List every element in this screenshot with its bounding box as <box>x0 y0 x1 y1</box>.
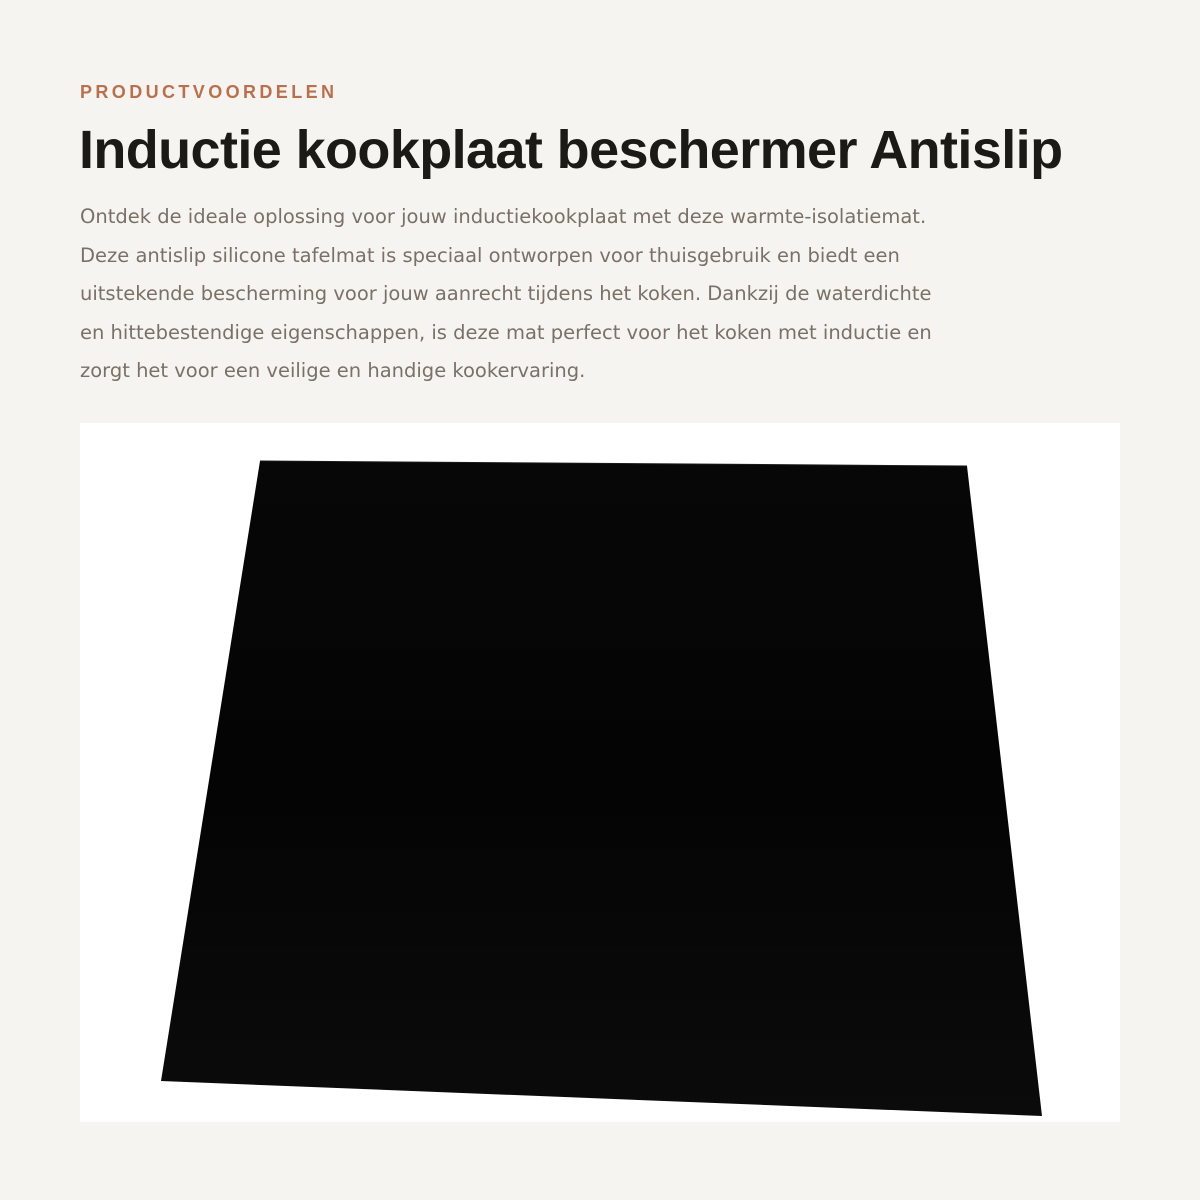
description-line: Ontdek de ideale oplossing voor jouw inductiekookplaat met deze warmte-isolatiemat. <box>80 205 927 228</box>
black-silicone-mat <box>161 461 1042 1116</box>
description-line: Deze antislip silicone tafelmat is speciaal ontworpen voor thuisgebruik en biedt een <box>80 243 900 267</box>
section-eyebrow: PRODUCTVOORDELEN <box>80 82 338 102</box>
description-line: uitstekende bescherming voor jouw aanrecht tijdens het koken. Dankzij de waterdichte <box>80 282 932 305</box>
description-line: zorgt het voor een veilige en handige kookervaring. <box>80 359 586 382</box>
product-description <box>80 198 1120 391</box>
product-image <box>80 423 1120 1122</box>
page-title: Inductie kookplaat beschermer Antislip <box>79 120 1063 180</box>
description-line: en hittebestendige eigenschappen, is deze mat perfect voor het koken met inductie en <box>80 320 932 344</box>
induction-mat-illustration <box>80 423 1120 1122</box>
